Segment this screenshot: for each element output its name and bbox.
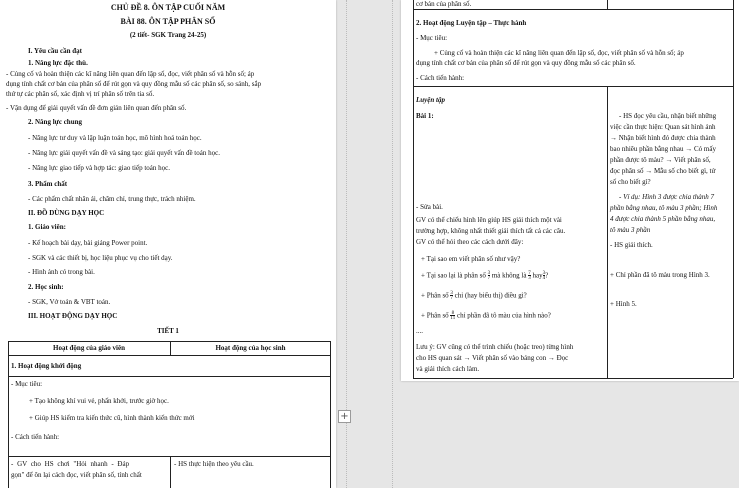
document-page-right [401, 0, 739, 381]
activity-method-label: - Cách tiến hành: [11, 433, 60, 441]
document-page-left [0, 0, 336, 488]
table-border [607, 86, 608, 378]
list-item: - SGK và các thiết bị, học liệu phục vụ cho tiết dạy. [28, 254, 173, 262]
teacher-activity-text: GV có thể hỏi theo các cách dưới đây: [416, 238, 524, 246]
document-title: CHỦ ĐỀ 8. ÔN TẬP CUỐI NĂM [110, 3, 226, 12]
student-example-text: phần bằng nhau, tô màu 3 phần; Hình [610, 204, 718, 212]
teacher-activity-text: trường hợp, không nhất thiết giải thích tất cả các câu. [416, 227, 566, 235]
lesson-periods: (2 tiết- SGK Trang 24-25) [129, 31, 207, 39]
table-header-student: Hoạt động của học sinh [215, 344, 286, 352]
question-item: + Tại sao lại là phân số $\frac{3}{7}$ mà không là $\frac{7}{3} hay\frac{3}{4}$? [421, 271, 549, 281]
student-example-text: tô màu 3 phần [610, 226, 651, 234]
table-border [8, 341, 9, 488]
lesson-title: BÀI 88. ÔN TẬP PHÂN SỐ [120, 17, 216, 26]
table-border [413, 86, 733, 87]
table-border [8, 376, 330, 377]
paragraph-line: - Củng cố và hoàn thiện các kĩ năng liên quan đến lập số, đọc, viết phân số và hỗn số; áp [6, 70, 255, 78]
fraction: $\frac{3}{4}$ [542, 271, 546, 281]
table-border [8, 456, 330, 457]
fraction: $\frac{7}{3}$ [528, 271, 531, 281]
table-border [413, 0, 414, 378]
section-heading: I. Yêu cầu cần đạt [28, 47, 82, 55]
list-item: - Các phẩm chất nhân ái, chăm chỉ, trung thực, trách nhiệm. [28, 195, 196, 203]
table-border [8, 355, 330, 356]
student-activity-text: - HS đọc yêu cầu, nhận biết những [619, 112, 717, 120]
student-activity-text: + Hình 5. [610, 300, 637, 308]
page-gap-divider [392, 0, 393, 488]
teacher-activity-text: - Sửa bài. [416, 203, 443, 211]
teacher-note-text: và giải thích cách làm. [416, 365, 480, 373]
subsection-heading: 2. Năng lực chung [28, 118, 82, 126]
subsection-heading: 3. Phẩm chất [28, 180, 68, 188]
list-item: - Năng lực giải quyết vấn đề và sáng tạo: giải quyết vấn đề toán học. [28, 149, 220, 157]
section-heading: III. HOẠT ĐỘNG DẠY HỌC [28, 312, 118, 320]
student-activity-text: số cho biết gì? [610, 178, 651, 186]
teacher-note-text: Lưu ý: GV cũng có thể trình chiếu (hoặc treo) từng hình [416, 343, 574, 351]
table-border [170, 456, 171, 488]
add-page-button[interactable]: + [338, 410, 351, 423]
question-item: + Phân số $\frac{3}{7}$ chỉ (hay biểu thị) điều gì? [421, 291, 527, 301]
paragraph-line: thứ tự các phân số, xác định vị trí phân số trên tia số. [6, 90, 155, 98]
practice-label: Luyện tập [416, 96, 445, 104]
list-item: - Kế hoạch bài dạy, bài giảng Power point. [28, 239, 148, 247]
exercise-label: Bài 1: [416, 112, 434, 120]
paragraph-line: dụng tính chất cơ bản của phân số để rút gọn và quy đồng mẫu số các phân số, so sánh, sắp [6, 80, 262, 88]
activity-goal-label: - Mục tiêu: [416, 34, 448, 42]
ellipsis-text: .... [416, 327, 423, 335]
subsection-heading: 1. Giáo viên: [28, 223, 66, 231]
teacher-note-text: cho HS quan sát → Viết phân số vào bảng con → Đọc [416, 354, 569, 362]
fraction: $\frac{3}{7}$ [450, 291, 453, 301]
activity-heading: 1. Hoạt động khởi động [11, 362, 82, 370]
activity-goal-item: + Tạo không khí vui vẻ, phấn khởi, trước giờ học. [29, 397, 169, 405]
table-border [607, 0, 608, 9]
student-activity-text: phần được tô màu? → Viết phân số, [610, 156, 711, 164]
student-activity-text: đọc phân số → Mẫu số cho biết gì, tử [610, 167, 716, 175]
paragraph-line: - Vận dụng để giải quyết vấn đề đơn giản liên quan đến phân số. [6, 104, 187, 112]
activity-goal-item: + Củng cố và hoàn thiện các kĩ năng liên quan đến lập số, đọc, viết phân số và hỗn số; áp [434, 49, 684, 57]
student-activity-text: - HS thực hiện theo yêu cầu. [174, 460, 254, 468]
subsection-heading: 2. Học sinh: [28, 283, 64, 291]
teacher-activity-text: gọn" để ôn lại cách đọc, viết phân số, tính chất [11, 471, 142, 479]
table-border [8, 341, 330, 342]
student-activity-text: việc cần thực hiện: Quan sát hình ảnh [610, 123, 716, 131]
section-heading: II. ĐỒ DÙNG DẠY HỌC [28, 209, 105, 217]
fraction: $\frac{8}{11}$ [450, 311, 456, 321]
list-item: - SGK, Vở toán & VBT toán. [28, 298, 111, 306]
subsection-heading: 1. Năng lực đặc thù. [28, 59, 88, 67]
question-item: + Phân số $\frac{8}{11}$ chỉ phần đã tô màu của hình nào? [421, 311, 551, 321]
student-activity-text: → Nhận biết hình đó được chia thành [610, 134, 716, 142]
period-label: TIẾT 1 [157, 327, 179, 335]
student-activity-text: - HS giải thích. [610, 241, 653, 249]
question-item: + Tại sao em viết phân số như vậy? [421, 255, 521, 263]
activity-goal-label: - Mục tiêu: [11, 380, 43, 388]
fraction: $\frac{3}{7}$ [487, 271, 491, 281]
activity-heading: 2. Hoạt động Luyện tập – Thực hành [416, 19, 527, 27]
student-activity-text: bao nhiêu phần bằng nhau → Có mấy [610, 145, 716, 153]
teacher-activity-text: - GV cho HS chơi "Hỏi nhanh - Đáp [11, 460, 130, 468]
student-activity-text: + Chỉ phần đã tô màu trong Hình 3. [610, 271, 710, 279]
list-item: - Hình ảnh có trong bài. [28, 268, 95, 276]
carry-over-text: cơ bản của phân số. [416, 0, 472, 8]
activity-goal-item: dụng tính chất cơ bản của phân số để rút gọn và quy đồng mẫu số các phân số. [416, 59, 636, 67]
activity-goal-item: + Giúp HS kiểm tra kiến thức cũ, hình thành kiến thức mới [29, 414, 195, 422]
table-header-teacher: Hoạt động của giáo viên [53, 344, 125, 352]
table-border [330, 341, 331, 488]
activity-method-label: - Cách tiến hành: [416, 74, 465, 82]
list-item: - Năng lực tư duy và lập luận toán học, mô hình hoá toán học. [28, 134, 202, 142]
table-border [413, 378, 733, 379]
teacher-activity-text: GV có thể chiếu hình lên giúp HS giải thích một vài [416, 216, 562, 224]
student-example-text: - Ví dụ: Hình 3 được chia thành 7 [619, 193, 715, 201]
student-example-text: 4 được chia thành 5 phần bằng nhau, [610, 215, 716, 223]
table-border [413, 9, 733, 10]
list-item: - Năng lực giao tiếp và hợp tác: giao tiếp toán học. [28, 164, 171, 172]
table-border [733, 0, 734, 378]
